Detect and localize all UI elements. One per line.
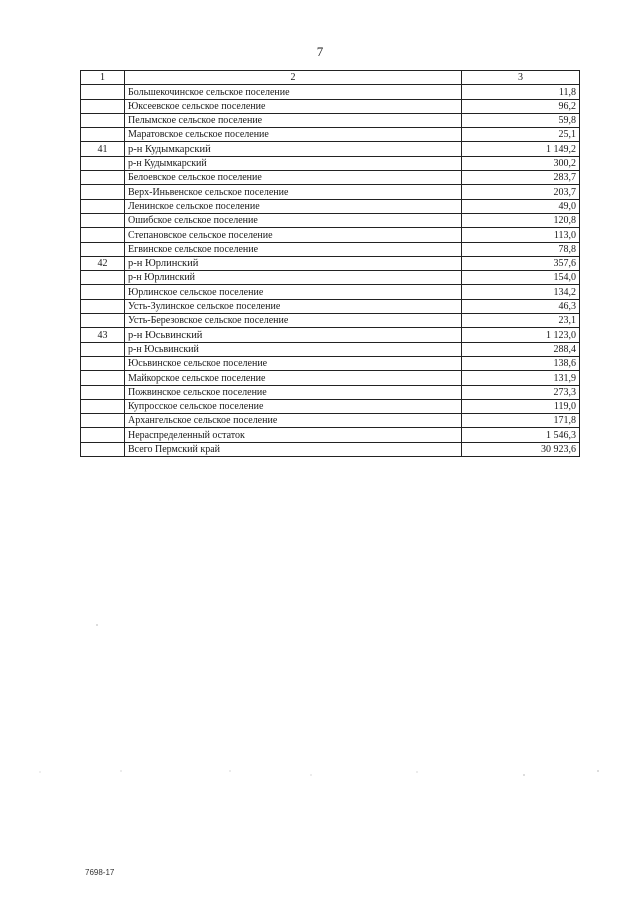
row-name-cell: Ошибское сельское поселение <box>125 213 462 227</box>
row-value-cell: 46,3 <box>462 299 580 313</box>
row-value-cell: 273,3 <box>462 385 580 399</box>
table-row <box>81 328 580 342</box>
row-number-cell <box>81 271 125 285</box>
table-row <box>81 256 580 270</box>
table-row <box>81 356 580 370</box>
row-name-cell: р-н Юрлинский <box>125 256 462 270</box>
row-value-cell: 11,8 <box>462 85 580 99</box>
row-name-cell: Всего Пермский край <box>125 442 462 456</box>
table-row <box>81 156 580 170</box>
row-name-cell: Белоевское сельское поселение <box>125 171 462 185</box>
table-row <box>81 185 580 199</box>
row-number-cell <box>81 371 125 385</box>
table-row <box>81 399 580 413</box>
row-name-cell: Усть-Зулинское сельское поселение <box>125 299 462 313</box>
row-value-cell: 25,1 <box>462 128 580 142</box>
table-row <box>81 171 580 185</box>
row-name-cell: р-н Кудымкарский <box>125 156 462 170</box>
row-number-cell <box>81 399 125 413</box>
row-name-cell: Купросское сельское поселение <box>125 399 462 413</box>
row-value-cell: 96,2 <box>462 99 580 113</box>
row-number-cell <box>81 342 125 356</box>
page-number: 7 <box>316 44 324 59</box>
table-row <box>81 428 580 442</box>
row-number-cell <box>81 242 125 256</box>
row-number-cell <box>81 171 125 185</box>
row-name-cell: Степановское сельское поселение <box>125 228 462 242</box>
row-value-cell: 119,0 <box>462 399 580 413</box>
row-value-cell: 134,2 <box>462 285 580 299</box>
row-name-cell: Юрлинское сельское поселение <box>125 285 462 299</box>
table-row <box>81 199 580 213</box>
row-number-cell <box>81 442 125 456</box>
document-code: 7698-17 <box>85 868 115 877</box>
row-value-cell: 283,7 <box>462 171 580 185</box>
row-number-cell <box>81 113 125 127</box>
table-row <box>81 314 580 328</box>
row-value-cell: 78,8 <box>462 242 580 256</box>
row-name-cell: Маратовское сельское поселение <box>125 128 462 142</box>
row-value-cell: 357,6 <box>462 256 580 270</box>
row-value-cell: 138,6 <box>462 356 580 370</box>
row-number-cell <box>81 428 125 442</box>
table-header <box>81 71 580 85</box>
row-number-cell <box>81 185 125 199</box>
table-row <box>81 414 580 428</box>
row-value-cell: 1 123,0 <box>462 328 580 342</box>
row-name-cell: Нераспределенный остаток <box>125 428 462 442</box>
column-header-number: 1 <box>81 71 125 85</box>
column-header-name: 2 <box>125 71 462 85</box>
row-value-cell: 1 546,3 <box>462 428 580 442</box>
table-row <box>81 113 580 127</box>
table-row <box>81 242 580 256</box>
row-number-cell <box>81 128 125 142</box>
table-row <box>81 85 580 99</box>
row-name-cell: Пожвинское сельское поселение <box>125 385 462 399</box>
row-number-cell <box>81 213 125 227</box>
allocation-table <box>80 70 580 457</box>
row-value-cell: 300,2 <box>462 156 580 170</box>
table-row <box>81 285 580 299</box>
row-number-cell <box>81 85 125 99</box>
row-name-cell: р-н Кудымкарский <box>125 142 462 156</box>
table-row <box>81 442 580 456</box>
row-number-cell <box>81 385 125 399</box>
row-name-cell: р-н Юсьвинский <box>125 328 462 342</box>
row-number-cell <box>81 414 125 428</box>
row-number-cell <box>81 156 125 170</box>
table-row <box>81 228 580 242</box>
row-number-cell: 41 <box>81 142 125 156</box>
row-number-cell <box>81 228 125 242</box>
table-row <box>81 99 580 113</box>
row-name-cell: Юксеевское сельское поселение <box>125 99 462 113</box>
row-value-cell: 30 923,6 <box>462 442 580 456</box>
row-name-cell: Усть-Березовское сельское поселение <box>125 314 462 328</box>
table-row <box>81 271 580 285</box>
table-row <box>81 213 580 227</box>
row-name-cell: Большекочинское сельское поселение <box>125 85 462 99</box>
row-number-cell <box>81 199 125 213</box>
row-value-cell: 154,0 <box>462 271 580 285</box>
row-number-cell: 42 <box>81 256 125 270</box>
row-name-cell: Пелымское сельское поселение <box>125 113 462 127</box>
table-row <box>81 371 580 385</box>
row-value-cell: 49,0 <box>462 199 580 213</box>
row-number-cell <box>81 299 125 313</box>
row-value-cell: 1 149,2 <box>462 142 580 156</box>
table-row <box>81 385 580 399</box>
row-name-cell: р-н Юсьвинский <box>125 342 462 356</box>
row-name-cell: Архангельское сельское поселение <box>125 414 462 428</box>
row-name-cell: Егвинское сельское поселение <box>125 242 462 256</box>
row-value-cell: 59,8 <box>462 113 580 127</box>
row-value-cell: 288,4 <box>462 342 580 356</box>
header-row <box>81 71 580 85</box>
row-value-cell: 23,1 <box>462 314 580 328</box>
row-number-cell: 43 <box>81 328 125 342</box>
row-number-cell <box>81 356 125 370</box>
row-number-cell <box>81 314 125 328</box>
table-body <box>81 85 580 457</box>
row-name-cell: Верх-Иньвенское сельское поселение <box>125 185 462 199</box>
row-value-cell: 113,0 <box>462 228 580 242</box>
table-row <box>81 142 580 156</box>
column-header-value: 3 <box>462 71 580 85</box>
table-row <box>81 299 580 313</box>
table-row <box>81 342 580 356</box>
row-name-cell: Ленинское сельское поселение <box>125 199 462 213</box>
row-value-cell: 171,8 <box>462 414 580 428</box>
row-number-cell <box>81 285 125 299</box>
row-value-cell: 203,7 <box>462 185 580 199</box>
row-name-cell: Юсьвинское сельское поселение <box>125 356 462 370</box>
row-number-cell <box>81 99 125 113</box>
row-name-cell: Майкорское сельское поселение <box>125 371 462 385</box>
row-value-cell: 120,8 <box>462 213 580 227</box>
table-row <box>81 128 580 142</box>
row-value-cell: 131,9 <box>462 371 580 385</box>
row-name-cell: р-н Юрлинский <box>125 271 462 285</box>
